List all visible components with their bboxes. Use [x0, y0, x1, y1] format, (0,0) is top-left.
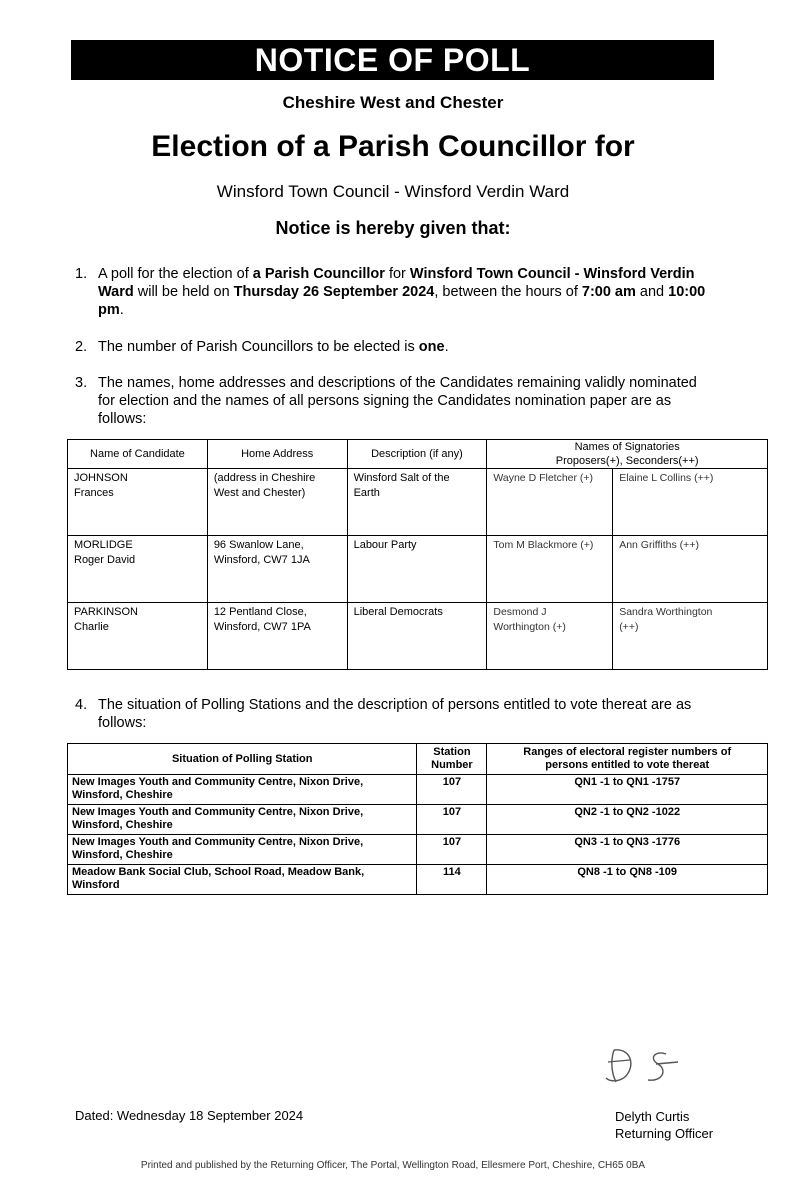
address-line: 12 Pentland Close, — [213, 606, 307, 618]
station-location — [68, 865, 417, 895]
text: . — [119, 302, 124, 318]
table-row — [68, 469, 768, 536]
register-range: QN3 -1 to QN3 -1776 — [487, 835, 768, 865]
paragraph-text: The names, home addresses and descriptions of the Candidates remaining validly nominated for election and the names of all persons signing the Candidates nomination paper are as follows: — [98, 375, 697, 427]
station-number: 107 — [417, 805, 487, 835]
paragraph-number: 1. — [75, 266, 88, 282]
table-row — [68, 536, 768, 603]
table-row — [68, 775, 768, 805]
seconder-line: Elaine L Collins (++) — [619, 472, 714, 484]
seconder — [613, 469, 768, 536]
bold-text: Winsford Town Council - Winsford Verdin Ward — [98, 266, 695, 300]
station-location — [68, 805, 417, 835]
surname: MORLIDGE — [74, 539, 133, 551]
candidates-table — [67, 439, 768, 670]
paragraph-2 — [75, 338, 715, 356]
handwritten-signature — [600, 1040, 690, 1090]
candidate-description — [347, 536, 487, 603]
location-line: New Images Youth and Community Centre, Nixon Drive, — [72, 806, 364, 818]
table-row — [68, 603, 768, 670]
bold-text: a Parish Councillor — [252, 266, 385, 282]
table-header-row — [68, 744, 768, 775]
poll-close-time: 10:00 pm — [98, 284, 706, 318]
forename: Frances — [74, 487, 114, 499]
text: , between the hours of — [434, 284, 582, 300]
seconder — [613, 536, 768, 603]
header-line: Station — [433, 746, 471, 758]
table-row — [68, 835, 768, 865]
station-location — [68, 835, 417, 865]
station-number: 107 — [417, 835, 487, 865]
poll-date: Thursday 26 September 2024 — [233, 284, 435, 300]
header-address: Home Address — [207, 440, 347, 469]
register-range: QN1 -1 to QN1 -1757 — [487, 775, 768, 805]
location-line: Meadow Bank Social Club, School Road, Meadow Bank, — [72, 866, 365, 878]
proposer-line: Worthington (+) — [493, 621, 566, 633]
seats-count: one — [418, 339, 445, 355]
date-line: Dated: Wednesday 18 September 2024 — [75, 1108, 304, 1123]
imprint: Printed and published by the Returning Officer, The Portal, Wellington Road, Ellesmere Port, Cheshire, CH65 0BA — [140, 1160, 646, 1171]
header-line: Ranges of electoral register numbers of — [523, 746, 732, 758]
station-location — [68, 775, 417, 805]
returning-officer — [615, 1108, 713, 1142]
officer-title: Returning Officer — [615, 1126, 714, 1141]
poll-open-time: 7:00 am — [581, 284, 636, 300]
candidate-address — [207, 603, 347, 670]
text: for — [384, 266, 410, 282]
address-line: Winsford, CW7 1JA — [213, 554, 310, 566]
text: and — [635, 284, 669, 300]
header-signatories-line2: Proposers(+), Seconders(++) — [555, 455, 699, 467]
candidate-description — [347, 603, 487, 670]
paragraph-number: 2. — [75, 339, 88, 355]
paragraph-4 — [75, 696, 715, 732]
description-line: Winsford Salt of the — [353, 472, 450, 484]
location-line: New Images Youth and Community Centre, Nixon Drive, — [72, 776, 364, 788]
header-line: persons entitled to vote thereat — [545, 759, 710, 771]
address-line: 96 Swanlow Lane, — [213, 539, 304, 551]
notice-banner: NOTICE OF POLL — [71, 40, 714, 80]
seconder — [613, 603, 768, 670]
paragraph-3 — [75, 374, 715, 428]
description-line: Earth — [353, 487, 380, 499]
candidate-description — [347, 469, 487, 536]
description-line: Labour Party — [353, 539, 417, 551]
table-row — [68, 805, 768, 835]
candidate-name — [68, 536, 208, 603]
forename: Roger David — [74, 554, 136, 566]
proposer — [487, 469, 613, 536]
table-row — [68, 865, 768, 895]
location-line: New Images Youth and Community Centre, Nixon Drive, — [72, 836, 364, 848]
seconder-line: Ann Griffiths (++) — [619, 539, 699, 551]
register-range: QN8 -1 to QN8 -109 — [487, 865, 768, 895]
text: will be held on — [133, 284, 234, 300]
location-line: Winsford, Cheshire — [72, 789, 173, 801]
candidate-address — [207, 536, 347, 603]
header-station-number — [417, 744, 487, 775]
paragraph-1 — [75, 265, 715, 319]
text: . — [444, 339, 449, 355]
candidate-name — [68, 469, 208, 536]
proposer-line: Tom M Blackmore (+) — [493, 539, 594, 551]
seconder-line: (++) — [619, 621, 639, 633]
station-number: 107 — [417, 775, 487, 805]
register-range: QN2 -1 to QN2 -1022 — [487, 805, 768, 835]
notice-heading: Notice is hereby given that: — [275, 218, 511, 238]
proposer — [487, 603, 613, 670]
text: The number of Parish Councillors to be elected is — [98, 339, 419, 355]
text: A poll for the election of — [98, 266, 253, 282]
header-ranges — [487, 744, 768, 775]
forename: Charlie — [74, 621, 109, 633]
address-line: West and Chester) — [213, 487, 306, 499]
header-line: Number — [431, 759, 473, 771]
officer-name: Delyth Curtis — [615, 1109, 690, 1124]
description-line: Liberal Democrats — [353, 606, 443, 618]
surname: JOHNSON — [74, 472, 128, 484]
candidate-name — [68, 603, 208, 670]
address-line: (address in Cheshire — [213, 472, 316, 484]
header-candidate: Name of Candidate — [68, 440, 208, 469]
location-line: Winsford, Cheshire — [72, 849, 173, 861]
header-signatories-line1: Names of Signatories — [574, 441, 680, 453]
paragraph-number: 3. — [75, 375, 88, 391]
ward-name: Winsford Town Council - Winsford Verdin Ward — [216, 182, 570, 201]
paragraph-text: The situation of Polling Stations and the description of persons entitled to vote thereat are as follows: — [98, 697, 692, 731]
proposer-line: Desmond J — [493, 606, 547, 618]
polling-stations-table — [67, 743, 768, 895]
header-situation: Situation of Polling Station — [68, 744, 417, 775]
authority-name: Cheshire West and Chester — [282, 93, 504, 112]
proposer-line: Wayne D Fletcher (+) — [493, 472, 594, 484]
election-title: Election of a Parish Councillor for — [151, 130, 635, 163]
paragraph-number: 4. — [75, 697, 88, 713]
seconder-line: Sandra Worthington — [619, 606, 713, 618]
location-line: Winsford, Cheshire — [72, 819, 173, 831]
station-number: 114 — [417, 865, 487, 895]
candidate-address — [207, 469, 347, 536]
address-line: Winsford, CW7 1PA — [213, 621, 311, 633]
header-signatories — [487, 440, 768, 469]
header-description: Description (if any) — [347, 440, 487, 469]
location-line: Winsford — [72, 879, 120, 891]
table-header-row — [68, 440, 768, 469]
proposer — [487, 536, 613, 603]
surname: PARKINSON — [74, 606, 138, 618]
